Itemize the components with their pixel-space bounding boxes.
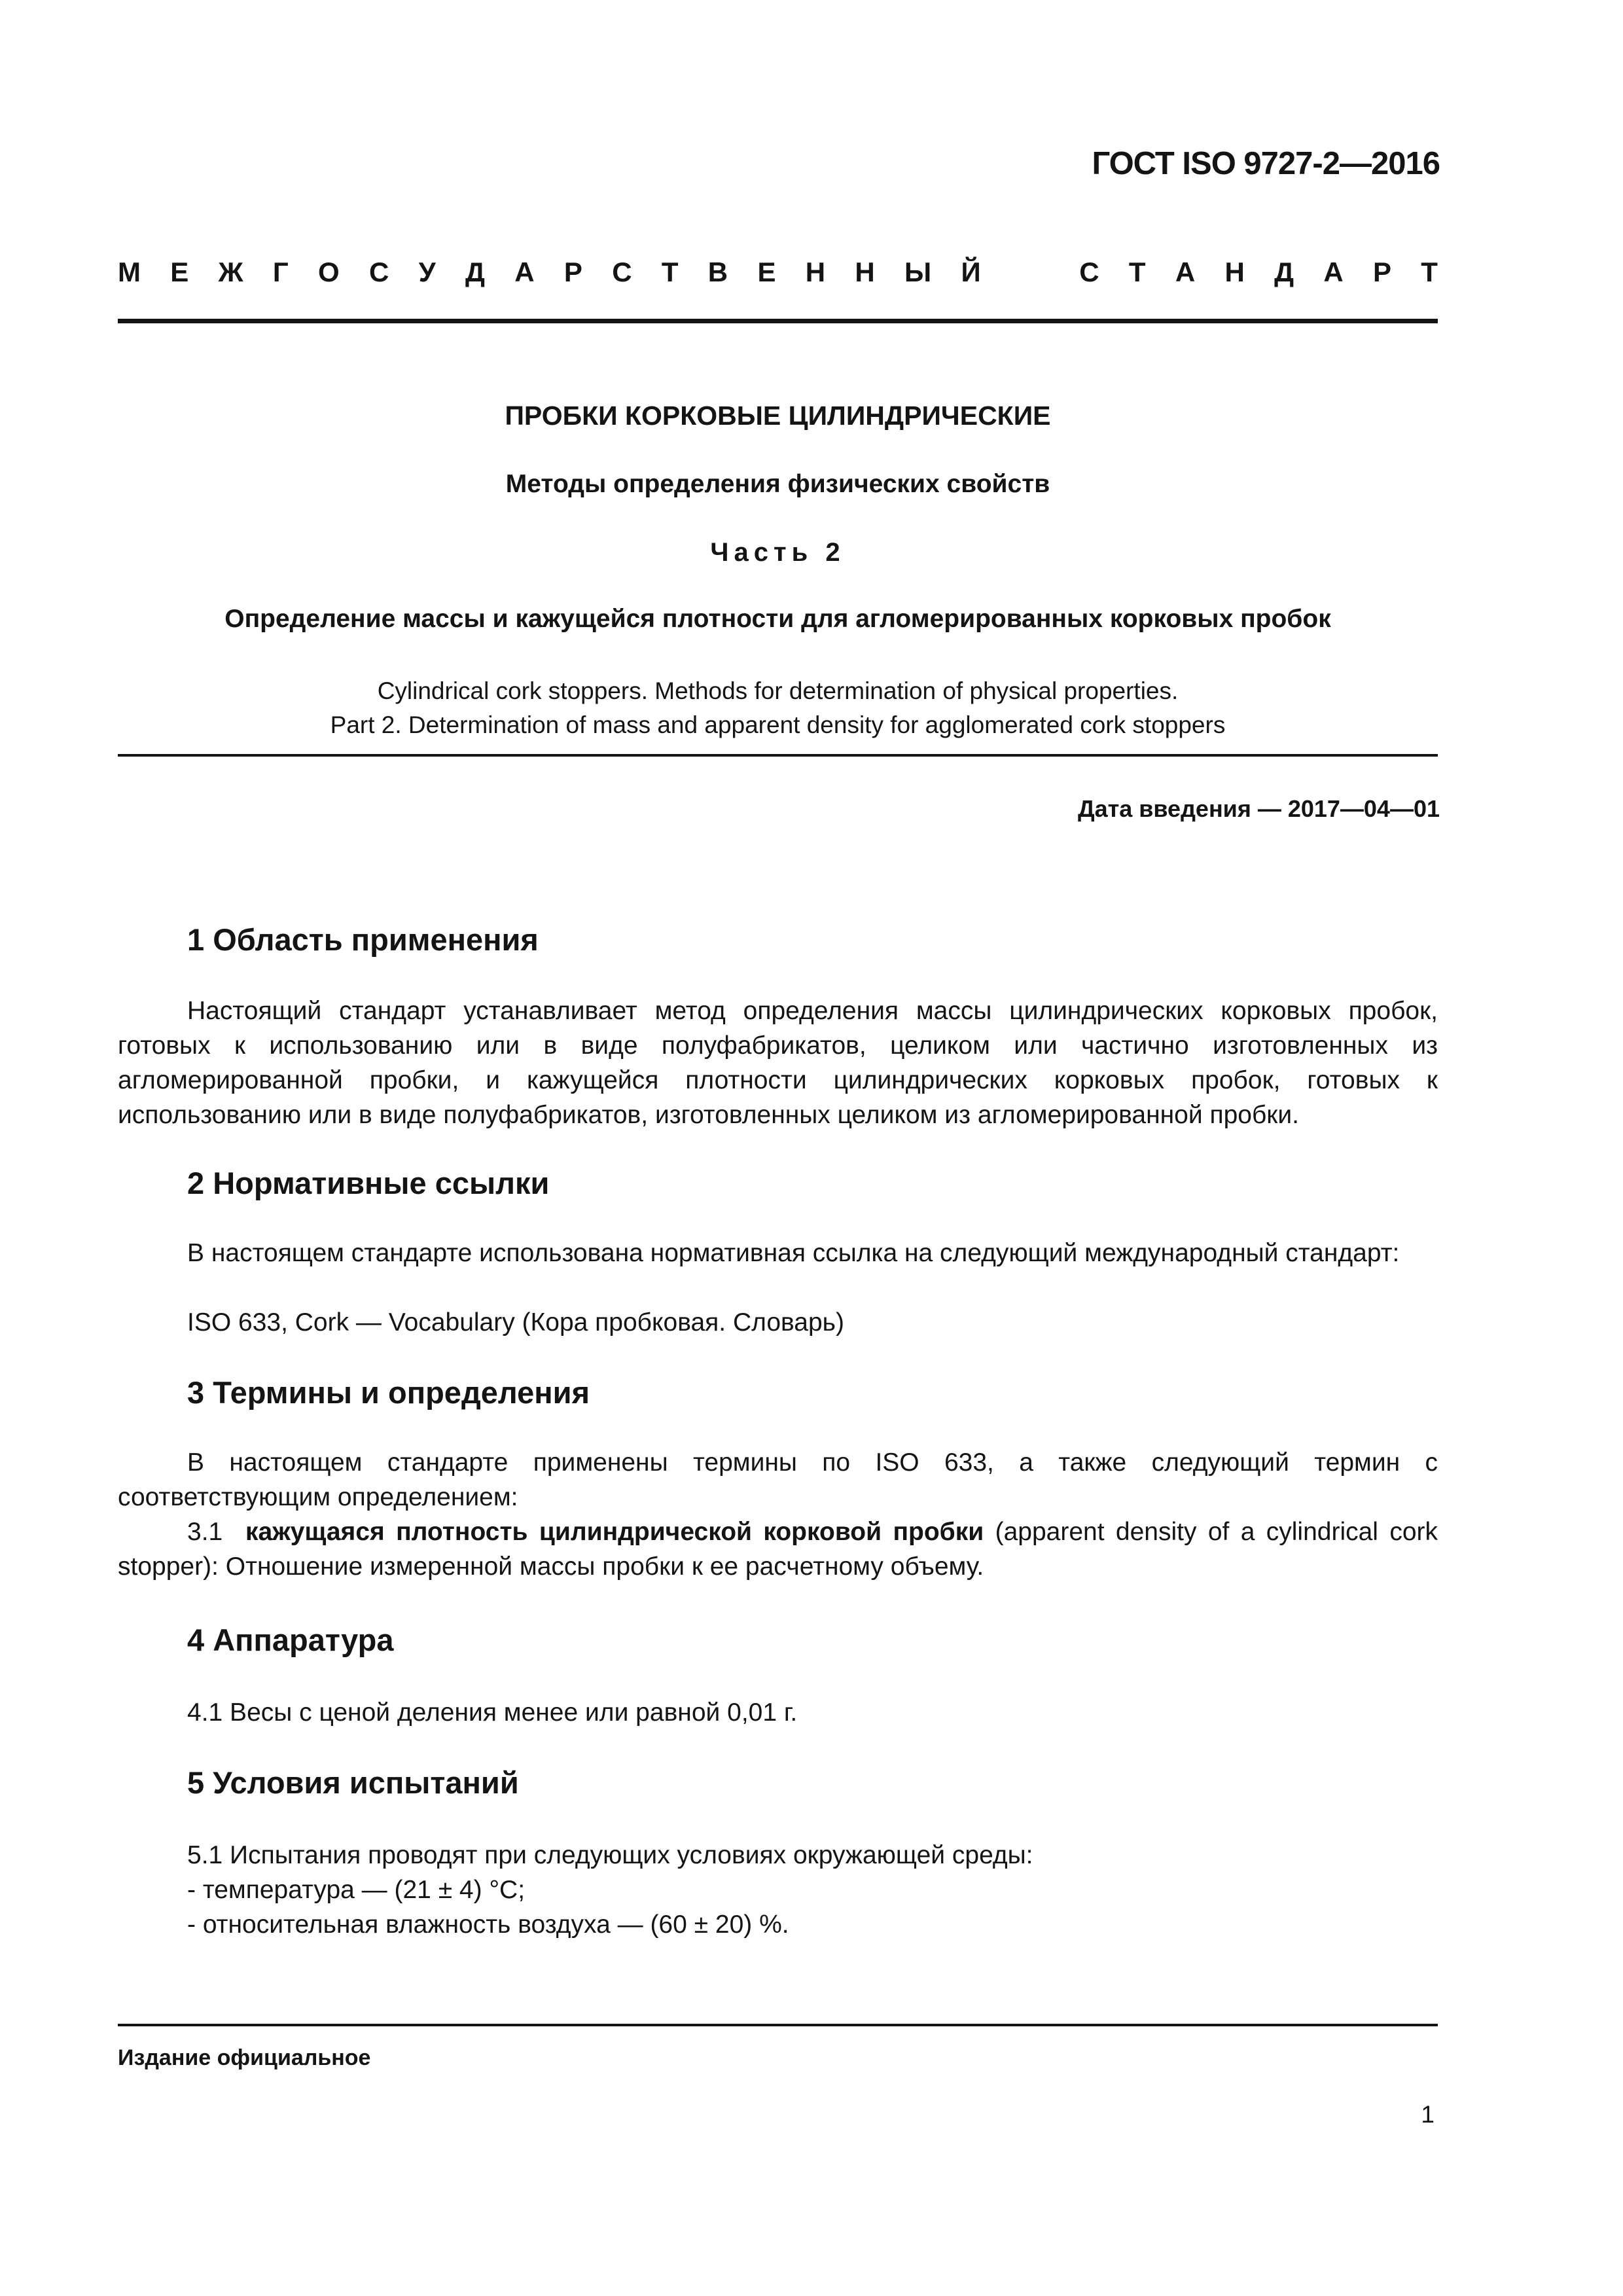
humidity-bullet: - относительная влажность воздуха — (60 ± 20) %. xyxy=(187,1910,789,1939)
english-title-line2: Part 2. Determination of mass and apparent density for agglomerated cork stoppers xyxy=(330,711,1226,738)
banner-letter: Т xyxy=(1128,257,1146,287)
test-conditions-item: 5.1 Испытания проводят при следующих условиях окружающей среды: xyxy=(187,1841,1033,1869)
term-name: кажущаяся плотность цилиндрической корковой пробки xyxy=(245,1518,984,1546)
document-subtitle: Методы определения физических свойств xyxy=(505,470,1050,498)
official-edition-label: Издание официальное xyxy=(118,2045,371,2070)
section-1-text xyxy=(118,994,1438,1132)
banner-letter: М xyxy=(118,257,141,287)
section-2-paragraph: В настоящем стандарте использована нормативная ссылка на следующий международный стандарт: xyxy=(187,1239,1400,1267)
banner-letter: Д xyxy=(1274,257,1294,287)
apparatus-item: 4.1 Весы с ценой деления менее или равной 0,01 г. xyxy=(187,1698,798,1727)
section-1-heading: 1 Область применения xyxy=(187,922,539,957)
term-number: 3.1 xyxy=(187,1518,223,1546)
interstate-standard-banner xyxy=(118,257,1438,288)
banner-letter: Е xyxy=(757,257,776,287)
english-title-line1: Cylindrical cork stoppers. Methods for determination of physical properties. xyxy=(377,677,1179,704)
section-1-paragraph: Настоящий стандарт устанавливает метод определения массы цилиндрических корковых пробок, готовых к использованию или в виде полуфабрикатов, целиком или частично изготовленных из агломерированной пробки, и кажущейся плотности цилиндрических корковых пробок, готовых к использованию или в виде полуфабрикатов, изготовленных целиком из агломерированной пробки. xyxy=(118,997,1438,1129)
page-number: 1 xyxy=(1421,2101,1435,2128)
footer-rule xyxy=(118,2024,1438,2026)
banner-letter: Т xyxy=(661,257,679,287)
banner-letter: Й xyxy=(961,257,981,287)
banner-letter: С xyxy=(612,257,632,287)
banner-letter: Р xyxy=(1372,257,1391,287)
section-3-paragraph: В настоящем стандарте применены термины по ISO 633, а также следующий термин с соответствующим определением: xyxy=(118,1448,1438,1511)
banner-letter: А xyxy=(1175,257,1196,287)
banner-letter: Д xyxy=(465,257,485,287)
banner-letter: Н xyxy=(1224,257,1245,287)
banner-letter: Н xyxy=(805,257,826,287)
section-2-heading: 2 Нормативные ссылки xyxy=(187,1166,550,1200)
temperature-bullet: - температура — (21 ± 4) °С; xyxy=(187,1876,526,1904)
term-definition: (apparent density of a cylindrical cork stopper): Отношение измеренной массы пробки к ее расчетному объему. xyxy=(118,1518,1438,1581)
banner-letter: Г xyxy=(272,257,289,287)
section-2-text xyxy=(118,1236,1438,1270)
section-3-text xyxy=(118,1445,1438,1515)
banner-letter: Е xyxy=(170,257,189,287)
part-label: Часть 2 xyxy=(710,538,846,567)
standard-code: ГОСТ ISO 9727-2—2016 xyxy=(1092,146,1440,181)
english-title xyxy=(118,674,1438,742)
title-rule xyxy=(118,754,1438,757)
section-5-heading: 5 Условия испытаний xyxy=(187,1765,519,1800)
banner-letter: У xyxy=(418,257,436,287)
banner-letter: Ы xyxy=(904,257,932,287)
part-title: Определение массы и кажущейся плотности для агломерированных корковых пробок xyxy=(224,605,1331,633)
section-3-heading: 3 Термины и определения xyxy=(187,1375,590,1410)
banner-letter: А xyxy=(1323,257,1344,287)
banner-letter: Ж xyxy=(218,257,243,287)
header-rule xyxy=(118,319,1438,323)
banner-letter: Н xyxy=(855,257,875,287)
normative-reference: ISO 633, Cork — Vocabulary (Кора пробковая. Словарь) xyxy=(187,1308,844,1336)
document-title: ПРОБКИ КОРКОВЫЕ ЦИЛИНДРИЧЕСКИЕ xyxy=(505,401,1051,431)
introduction-date: Дата введения — 2017—04—01 xyxy=(1077,795,1440,822)
banner-letter: Р xyxy=(563,257,582,287)
term-3-1 xyxy=(118,1515,1438,1584)
banner-letter: А xyxy=(514,257,535,287)
banner-letter: О xyxy=(317,257,340,287)
section-4-heading: 4 Аппаратура xyxy=(187,1623,394,1657)
banner-letter: В xyxy=(707,257,728,287)
banner-word-gap xyxy=(1010,257,1050,288)
banner-letter: Т xyxy=(1421,257,1438,287)
banner-letter: С xyxy=(368,257,389,287)
banner-letter: С xyxy=(1079,257,1099,287)
